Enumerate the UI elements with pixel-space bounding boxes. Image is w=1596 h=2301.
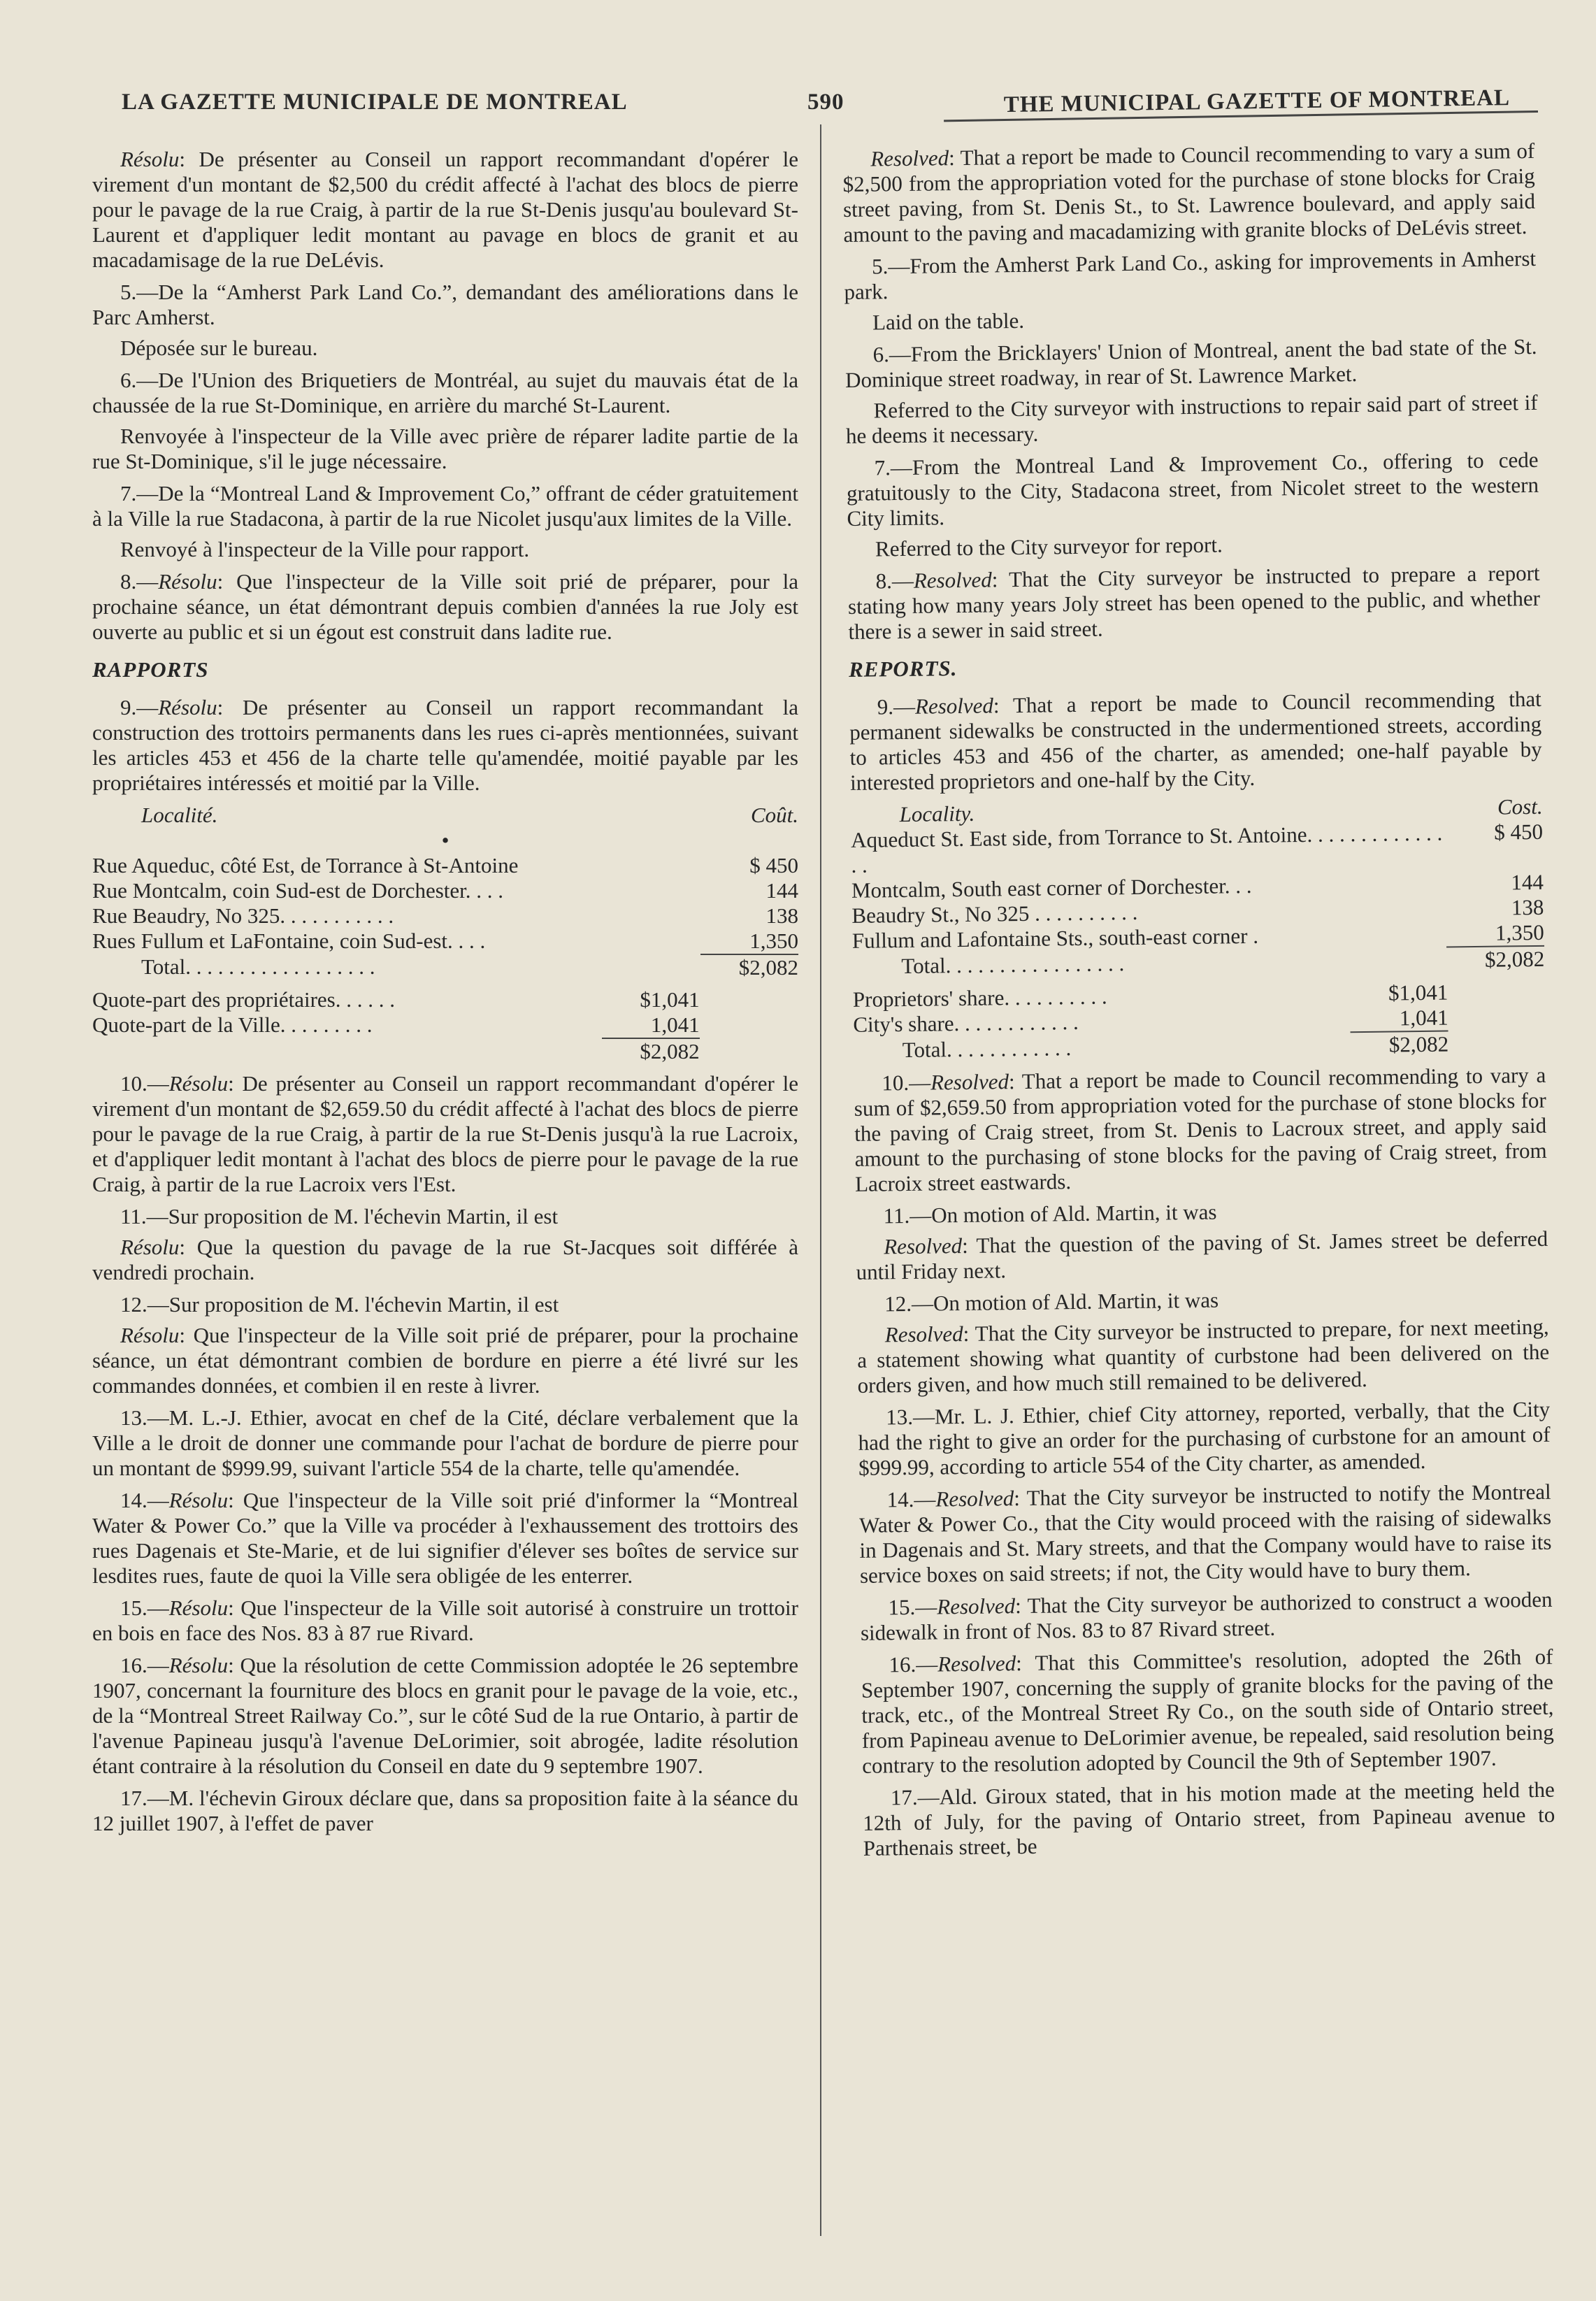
row-label: Rue Beaudry, No 325. . . . . . . . . . . <box>92 903 394 928</box>
separator-dot: • <box>441 828 450 852</box>
paragraph-text: : That a report be made to Council recommending to vary a sum of $2,500 from the appropriation voted for the purchase of stone blocks for Craig street paving, from St. Denis St., to St. Lawrence boulevard, and apply said amount to the paving and macadamizing with granite blocks of DeLévis street. <box>842 138 1536 247</box>
resolved-lead: Résolu <box>168 1071 229 1096</box>
resolved-lead: Resolved <box>914 693 994 719</box>
paragraph <box>847 561 1540 645</box>
row-label: Rue Aqueduc, côté Est, de Torrance à St-Antoine <box>92 853 519 877</box>
grand-total-label: Total. . . . . . . . . . . . <box>902 1035 1072 1063</box>
english-column <box>842 138 1555 1868</box>
row-label: Beaudry St., No 325 . . . . . . . . . . <box>851 899 1138 928</box>
paragraph: 6.—From the Bricklayers' Union of Montreal, anent the bad state of the St. Dominique street roadway, in rear of St. Lawrence Market. <box>844 334 1537 392</box>
paragraph-text: : That the City surveyor be instructed to notify the Montreal Water & Power Co., that the City would proceed with the raising of sidewalks in Dagenais and St. Mary streets, and that the Company would have to raise its service boxes on said streets; if not, the City would have to bury them. <box>858 1479 1552 1588</box>
paragraph: 12.—On motion of Ald. Martin, it was <box>884 1287 1219 1317</box>
paragraph: Renvoyée à l'inspecteur de la Ville avec prière de réparer ladite partie de la rue St-Dominique, s'il le juge nécessaire. <box>92 424 798 473</box>
resolved-lead: Resolved <box>913 567 992 593</box>
table-row <box>92 1012 700 1038</box>
resolved-lead: Résolu <box>120 1323 180 1347</box>
row-label: Montcalm, South east corner of Dorchester. . . <box>851 873 1252 903</box>
paragraph-text: : Que l'inspecteur de la Ville soit prié d'informer la “Montreal Water & Power Co.” que la Ville va procéder à l'exhaussement des trottoirs des rues Dagenais et Ste-Marie, et de lui signifier d'élever ses boîtes de service sur lesdites rues, faute de quoi la Ville sera obligée de les enterrer. <box>92 1488 798 1588</box>
paragraph-text: : De présenter au Conseil un rapport recommandant d'opérer le virement d'un montant de $2,500 du crédit affecté à l'achat des blocs de pierre pour le pavage de la rue Craig, à partir de la rue St-Denis jusqu'au boulevard St-Laurent et d'appliquer ledit montant au pavage en blocs de granit et au macadamisage de la rue DeLévis. <box>92 147 798 272</box>
paragraph <box>854 1063 1547 1197</box>
paragraph: 12.—Sur proposition de M. l'échevin Martin, il est <box>120 1292 559 1317</box>
item-number: 8.— <box>875 568 914 594</box>
row-value: 138 <box>1511 894 1544 920</box>
header-title-fr: LA GAZETTE MUNICIPALE DE MONTREAL <box>122 89 628 115</box>
row-label: Proprietors' share. . . . . . . . . . <box>852 984 1107 1012</box>
paragraph <box>849 687 1543 796</box>
paragraph-text: : That the City surveyor be instructed to prepare a report stating how many years Joly street has been opened to the public, and whether there is a sewer in said street. <box>847 560 1541 644</box>
resolved-lead: Résolu <box>168 1653 229 1677</box>
item-number: 14.— <box>120 1488 169 1512</box>
total-value: $2,082 <box>1446 946 1544 973</box>
paragraph: 17.—M. l'échevin Giroux déclare que, dans sa proposition faite à la séance du 12 juillet 1907, à l'effet de paver <box>92 1786 798 1835</box>
row-value: $ 450 <box>1494 819 1544 845</box>
share-table <box>92 987 700 1064</box>
paragraph: 13.—M. L.-J. Ethier, avocat en chef de la Cité, déclare verbalement que la Ville a le droit de donner une commande pour l'achat de bordure de pierre pour un montant de $999.99, suivant l'article 554 de la charte, telle qu'amendée. <box>92 1405 798 1480</box>
paragraph <box>842 138 1536 248</box>
resolved-lead: Résolu <box>120 1235 180 1259</box>
resolved-lead: Resolved <box>937 1651 1016 1677</box>
table-row <box>92 929 798 954</box>
paragraph-text: : Que l'inspecteur de la Ville soit prié de préparer, pour la prochaine séance, un état démontrant combien de bordure en pierre a été livré sur les commandes données, et combien il en reste à livrer. <box>92 1323 798 1398</box>
paragraph: 11.—On motion of Ald. Martin, it was <box>883 1199 1217 1228</box>
paragraph <box>856 1226 1548 1285</box>
table-row <box>92 853 798 878</box>
paragraph-text: : De présenter au Conseil un rapport recommandant d'opérer le virement d'un montant de $2,659.50 du crédit affecté à l'achat des blocs de pierre pour le pavage de la rue Craig, à partir de la rue St-Denis jusqu'à la rue Lacroix, et d'appliquer ledit montant à l'achat des blocs de pierre pour le pavage de la rue Craig, à partir de la rue Lacroix vers l'Est. <box>92 1071 798 1196</box>
row-value: $1,041 <box>640 987 700 1012</box>
resolved-lead: Résolu <box>158 695 217 719</box>
table-row <box>92 987 700 1012</box>
row-value: 1,350 <box>749 929 798 953</box>
row-label: Quote-part de la Ville. . . . . . . . . <box>92 1012 373 1037</box>
item-number: 16.— <box>889 1651 938 1677</box>
paragraph-text: : That a report be made to Council recommending that permanent sidewalks be constructed in the undermentioned streets, according to articles 453 and 456 of the charter, as amended; one-half payable by interested proprietors and one-half by the City. <box>849 686 1542 795</box>
paragraph-text: : Que l'inspecteur de la Ville soit autorisé à construire un trottoir en bois en face des Nos. 83 à 87 rue Rivard. <box>92 1596 798 1645</box>
row-value: $ 450 <box>749 853 798 877</box>
paragraph-text: : Que la question du pavage de la rue St-Jacques soit différée à vendredi prochain. <box>92 1235 798 1284</box>
paragraph-text: : That this Committee's resolution, adopted the 26th of September 1907, concerning the supply of granite blocks for the paving of the track, etc., of the Montreal Street Ry Co., on the south side of Ontario street, from Papineau avenue to DeLorimier avenue, be repealed, said resolution being contrary to the resolution adopted by Council the 9th of September 1907. <box>861 1644 1554 1778</box>
paragraph <box>858 1479 1552 1589</box>
resolved-lead: Resolved <box>935 1486 1014 1512</box>
resolved-lead: Résolu <box>168 1488 229 1512</box>
paragraph: 5.—From the Amherst Park Land Co., asking for improvements in Amherst park. <box>844 245 1537 304</box>
paragraph-text: : That a report be made to Council recommending to vary a sum of $2,659.50 from appropriation voted for the purchase of stone blocks for the paving of Craig street, from St. Denis to Lacroux street, and apply said amount to the purchasing of stone blocks for the paving of Craig street, from Lacroix street eastwards. <box>854 1062 1547 1196</box>
paragraph: 5.—De la “Amherst Park Land Co.”, demandant des améliorations dans le Parc Amherst. <box>92 280 798 329</box>
row-value: 1,041 <box>1399 1005 1448 1031</box>
row-value: $1,041 <box>1388 980 1448 1005</box>
column-header-locality: Locality. <box>899 801 975 827</box>
paragraph-text: : Que la résolution de cette Commission adoptée le 26 septembre 1907, concernant la fourniture des blocs en granit pour le pavage de la voie, etc., de la “Montreal Street Railway Co.”, sur le côté Sud de la rue Ontario, à partir de l'avenue Papineau jusqu'à l'avenue DeLorimier, soit abrogée, ladite résolution étant contraire à la résolution du Conseil en date du 9 septembre 1907. <box>92 1653 798 1778</box>
paragraph-text: : That the question of the paving of St. James street be deferred until Friday next. <box>856 1226 1548 1284</box>
paragraph-text: : Que l'inspecteur de la Ville soit prié de préparer, pour la prochaine séance, un état démontrant depuis combien d'années la rue Joly est ouverte au public et si un égout est construit dans ladite rue. <box>92 569 798 644</box>
paragraph <box>92 569 798 645</box>
cost-table <box>92 803 798 980</box>
row-value: 144 <box>765 878 798 903</box>
paragraph: Renvoyé à l'inspecteur de la Ville pour rapport. <box>120 537 530 561</box>
row-value: 1,350 <box>1495 919 1545 945</box>
row-label: Aqueduct St. East side, from Torrance to St. Antoine. . . . . . . . . . . . . . . <box>850 820 1443 877</box>
page-header <box>119 83 1510 124</box>
total-label: Total. . . . . . . . . . . . . . . . . . <box>141 954 375 979</box>
paragraph <box>857 1314 1550 1398</box>
row-label: Rue Montcalm, coin Sud-est de Dorchester. . . . <box>92 878 504 903</box>
total-label: Total. . . . . . . . . . . . . . . . . <box>901 951 1125 979</box>
cost-table <box>850 794 1544 980</box>
resolved-lead: Résolu <box>120 147 180 171</box>
paragraph: Déposée sur le bureau. <box>120 336 318 360</box>
table-row <box>92 903 798 929</box>
row-value: 144 <box>1511 869 1544 895</box>
paragraph <box>92 1488 798 1589</box>
resolved-lead: Résolu <box>168 1596 229 1620</box>
column-header-locality: Localité. <box>141 803 218 827</box>
section-heading: RAPPORTS <box>92 657 209 682</box>
total-row <box>92 954 798 980</box>
section-heading: REPORTS. <box>848 656 958 682</box>
paragraph <box>92 1323 798 1398</box>
grand-total-value: $2,082 <box>602 1038 700 1064</box>
row-value: 138 <box>765 903 798 928</box>
item-number: 14.— <box>886 1486 936 1512</box>
paragraph-text: : That the City surveyor be instructed to prepare, for next meeting, a statement showing what quantity of curbstone had been delivered on the orders given, and how much still remained to be delivered. <box>856 1314 1550 1398</box>
paragraph <box>92 695 798 796</box>
paragraph <box>92 1071 798 1197</box>
column-header-cost: Coût. <box>750 803 798 827</box>
paragraph <box>92 1653 798 1779</box>
paragraph <box>861 1644 1554 1779</box>
share-table <box>853 980 1449 1064</box>
paragraph: 13.—Mr. L. J. Ethier, chief City attorney, reported, verbally, that the City had the right to give an order for the purchasing of curbstone for an amount of $999.99, according to article 554 of the City charter, as amended. <box>858 1396 1551 1480</box>
row-label: Quote-part des propriétaires. . . . . . <box>92 987 396 1012</box>
resolved-lead: Resolved <box>884 1321 963 1347</box>
item-number: 9.— <box>877 694 916 719</box>
paragraph: 17.—Ald. Giroux stated, that in his motion made at the meeting held the 12th of July, for the paving of Ontario street, from Papineau avenue to Parthenais street, be <box>863 1777 1555 1861</box>
paragraph-text: : De présenter au Conseil un rapport recommandant la construction des trottoirs permanents dans les rues ci-après mentionnées, suivant les articles 453 et 456 de la charte telle qu'amendée, moitié payable par les propriétaires intéressés et moitié par la Ville. <box>92 695 798 795</box>
item-number: 16.— <box>120 1653 169 1677</box>
page-number: 590 <box>807 89 844 115</box>
column-header-cost: Cost. <box>1497 794 1543 819</box>
paragraph: 7.—From the Montreal Land & Improvement Co., offering to cede gratuitously to the City, Stadacona street, from Nicolet street to the western City limits. <box>846 447 1539 531</box>
resolved-lead: Resolved <box>884 1233 963 1259</box>
table-row <box>851 819 1544 878</box>
paragraph: Referred to the City surveyor for report. <box>875 532 1223 561</box>
item-number: 10.— <box>882 1070 931 1096</box>
total-value: $2,082 <box>700 954 798 980</box>
paragraph <box>860 1587 1553 1646</box>
paragraph: Laid on the table. <box>872 308 1025 335</box>
paragraph: 7.—De la “Montreal Land & Improvement Co,” offrant de céder gratuitement à la Ville la rue Stadacona, à partir de la rue Nicolet jusqu'aux limites de la Ville. <box>92 481 798 531</box>
paragraph-text: : That the City surveyor be authorized to construct a wooden sidewalk in front of Nos. 83 to 87 Rivard street. <box>860 1586 1553 1645</box>
item-number: 9.— <box>120 695 159 719</box>
item-number: 10.— <box>120 1071 169 1096</box>
row-label: City's share. . . . . . . . . . . . <box>853 1009 1079 1037</box>
column-divider <box>820 124 821 2236</box>
item-number: 15.— <box>120 1596 169 1620</box>
resolved-lead: Resolved <box>870 145 949 171</box>
french-column <box>92 147 798 1843</box>
item-number: 8.— <box>120 569 159 594</box>
item-number: 15.— <box>888 1594 937 1620</box>
paragraph <box>92 1235 798 1285</box>
table-header-row <box>92 803 798 828</box>
paragraph: 6.—De l'Union des Briquetiers de Montréal, au sujet du mauvais état de la chaussée de la rue St-Dominique, en arrière du marché St-Laurent. <box>92 368 798 417</box>
grand-total-value: $2,082 <box>1351 1031 1448 1059</box>
paragraph <box>92 1596 798 1646</box>
header-title-en: THE MUNICIPAL GAZETTE OF MONTREAL <box>1003 85 1510 118</box>
row-label: Fullum and Lafontaine Sts., south-east corner . <box>851 923 1259 953</box>
resolved-lead: Résolu <box>158 569 217 594</box>
paragraph: 11.—Sur proposition de M. l'échevin Martin, il est <box>120 1204 559 1228</box>
resolved-lead: Resolved <box>930 1069 1009 1095</box>
paragraph <box>92 147 798 273</box>
resolved-lead: Resolved <box>937 1593 1016 1619</box>
row-label: Rues Fullum et LaFontaine, coin Sud-est. . . . <box>92 929 486 953</box>
paragraph: Referred to the City surveyor with instructions to repair said part of street if he deems it necessary. <box>845 389 1538 448</box>
total-row <box>92 1038 700 1064</box>
row-value: 1,041 <box>650 1012 700 1037</box>
table-row <box>92 878 798 903</box>
